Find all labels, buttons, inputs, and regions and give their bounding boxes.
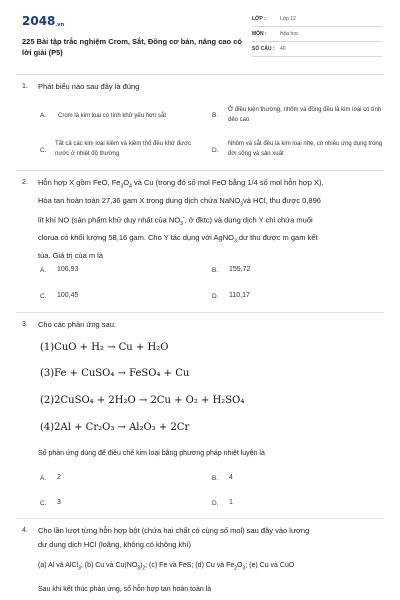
reaction-3: (3)Fe + CuSO₄ → FeSO₄ + Cu xyxy=(40,368,190,379)
option-text-a[interactable]: Crom là kim loại có tính khử yếu hơn sắt xyxy=(58,113,166,119)
option-text-a[interactable]: 106,93 xyxy=(57,266,79,273)
subscript: 2 xyxy=(142,565,146,572)
meta-class-row xyxy=(252,12,382,27)
mixture-list xyxy=(38,562,383,571)
text-fragment: dư thu được m gam kết xyxy=(236,233,318,242)
question-text: Cho các phản ứng sau: xyxy=(38,320,116,329)
text-fragment: ; (b) Cu và Cu(NO xyxy=(80,562,138,569)
option-letter-b[interactable]: B. xyxy=(212,475,219,482)
question-number: 4. xyxy=(22,527,28,534)
option-text-b[interactable]: 4 xyxy=(229,474,233,481)
option-letter-d[interactable]: D. xyxy=(212,293,219,300)
option-text-d[interactable]: Nhôm và sắt đều là kim loại nhẹ, có nhiều ứng dụng trong đời sống và sản xuất xyxy=(228,141,383,157)
question-line: tủa. Giá trị của m là xyxy=(38,250,104,260)
meta-key: SỐ CÂU : xyxy=(252,46,275,52)
option-letter-d[interactable]: D. xyxy=(212,500,219,507)
question-text: Phát biểu nào sau đây là đúng xyxy=(38,82,140,91)
document-title: 225 Bài tập trắc nghiệm Crom, Sắt, Đồng cơ bản, nâng cao có lời giải (P5) xyxy=(22,37,242,57)
option-text-b[interactable]: 155,72 xyxy=(229,266,251,273)
option-text-a[interactable]: 2 xyxy=(57,474,61,481)
text-fragment: O xyxy=(237,562,243,569)
text-fragment: O xyxy=(123,178,130,187)
option-text-d[interactable]: 1 xyxy=(229,499,233,506)
option-letter-a[interactable]: A. xyxy=(40,475,47,482)
text-fragment: và Cu (trong đó số mol FeO bằng 1/4 số mol hỗn hợp X). xyxy=(131,178,324,187)
question-prompt: Số phản ứng dùng để điều chế kim loại bằng phương pháp nhiệt luyện là xyxy=(38,450,265,457)
logo-sub: .vn xyxy=(55,22,65,28)
question-line: Cho lần lượt từng hỗn hợp bột (chứa hai chất có cùng số mol) sau đây vào lượng xyxy=(38,526,310,535)
meta-value: Lớp 12 xyxy=(280,16,296,22)
option-text-c[interactable]: 3 xyxy=(57,499,61,506)
option-letter-d[interactable]: D. xyxy=(212,147,219,154)
option-text-b[interactable]: Ở điều kiện thường, nhôm và đồng đều là kim loại có tính dẻo cao xyxy=(228,107,382,123)
question-line: dư dung dịch HCl (loãng, không có không khí) xyxy=(38,540,192,549)
text-fragment: ; (c) Fe và FeS; (d) Cu và Fe xyxy=(145,562,235,569)
page-header xyxy=(0,0,400,66)
meta-value: 40 xyxy=(280,46,286,52)
option-text-d[interactable]: 110,17 xyxy=(229,292,250,299)
question-line xyxy=(38,194,383,212)
option-text-c[interactable]: Tất cả các kim loại kiềm và kiềm thổ đều khử được nước ở nhiệt độ thường xyxy=(55,141,192,157)
option-letter-c[interactable]: C. xyxy=(40,147,47,154)
subscript: 3 xyxy=(233,238,237,245)
meta-key: LỚP : xyxy=(252,16,266,22)
divider xyxy=(16,170,384,171)
question-line xyxy=(38,176,383,194)
reaction-4: (4)2Al + Cr₂O₃ → Al₂O₃ + 2Cr xyxy=(40,422,190,433)
question-line xyxy=(38,231,383,249)
subscript: 3 xyxy=(78,565,81,572)
option-text-c[interactable]: 100,45 xyxy=(57,292,79,299)
subscript: 3 xyxy=(242,565,246,572)
divider xyxy=(16,518,384,519)
subscript: 3 xyxy=(137,565,141,572)
question-number: 2. xyxy=(22,179,28,186)
option-letter-b[interactable]: B. xyxy=(212,112,219,119)
text-fragment: Hỗn hợp X gồm FeO, Fe xyxy=(38,178,121,187)
question-text xyxy=(38,176,383,263)
logo-main: 2048 xyxy=(22,14,56,28)
text-fragment: lít khí NO (sản phẩm khử duy nhất của NO xyxy=(38,215,181,225)
text-fragment: (a) Al và AlCl xyxy=(38,562,79,569)
text-fragment: , ở đktc) và dung dịch Y chỉ chứa muối xyxy=(184,215,313,225)
meta-subject-row xyxy=(252,27,382,42)
text-fragment: clorua có khối lượng 58,16 gam. Cho Y tác dụng với AgNO xyxy=(38,233,234,242)
reaction-1: (1)CuO + H₂ → Cu + H₂O xyxy=(40,342,169,353)
text-fragment: và HCl, thu được 0,896 xyxy=(243,195,321,205)
divider xyxy=(16,312,384,313)
option-letter-c[interactable]: C. xyxy=(40,293,47,300)
meta-value: Hóa học xyxy=(280,31,299,37)
subscript: 3 xyxy=(180,221,183,227)
superscript: - xyxy=(182,215,185,221)
meta-key: MÔN : xyxy=(252,31,267,37)
subscript: 2 xyxy=(234,565,238,572)
option-letter-a[interactable]: A. xyxy=(40,112,47,119)
subscript: 3 xyxy=(120,183,124,190)
meta-count-row xyxy=(252,42,382,57)
question-number: 3. xyxy=(22,321,28,328)
reaction-2: (2)2CuSO₄ + 2H₂O → 2Cu + O₂ + H₂SO₄ xyxy=(40,395,245,406)
text-fragment: ) xyxy=(140,562,143,569)
question-line xyxy=(38,211,383,231)
site-logo[interactable] xyxy=(22,14,64,28)
text-fragment: ; (e) Cu và CuO xyxy=(245,562,295,569)
divider xyxy=(16,74,384,75)
subscript: 3 xyxy=(240,201,244,207)
question-text xyxy=(38,524,383,552)
question-number: 1. xyxy=(22,83,28,90)
option-letter-b[interactable]: B. xyxy=(212,267,219,274)
option-letter-a[interactable]: A. xyxy=(40,267,47,274)
text-fragment: Hòa tan hoàn toàn 27,36 gam X trong dung dịch chứa NaNO xyxy=(38,195,241,205)
option-letter-c[interactable]: C. xyxy=(40,500,47,507)
question-prompt: Sau khi kết thúc phản ứng, số hỗn hợp tan hoàn toàn là xyxy=(38,586,212,593)
subscript: 4 xyxy=(129,183,132,190)
document-meta xyxy=(252,12,382,57)
